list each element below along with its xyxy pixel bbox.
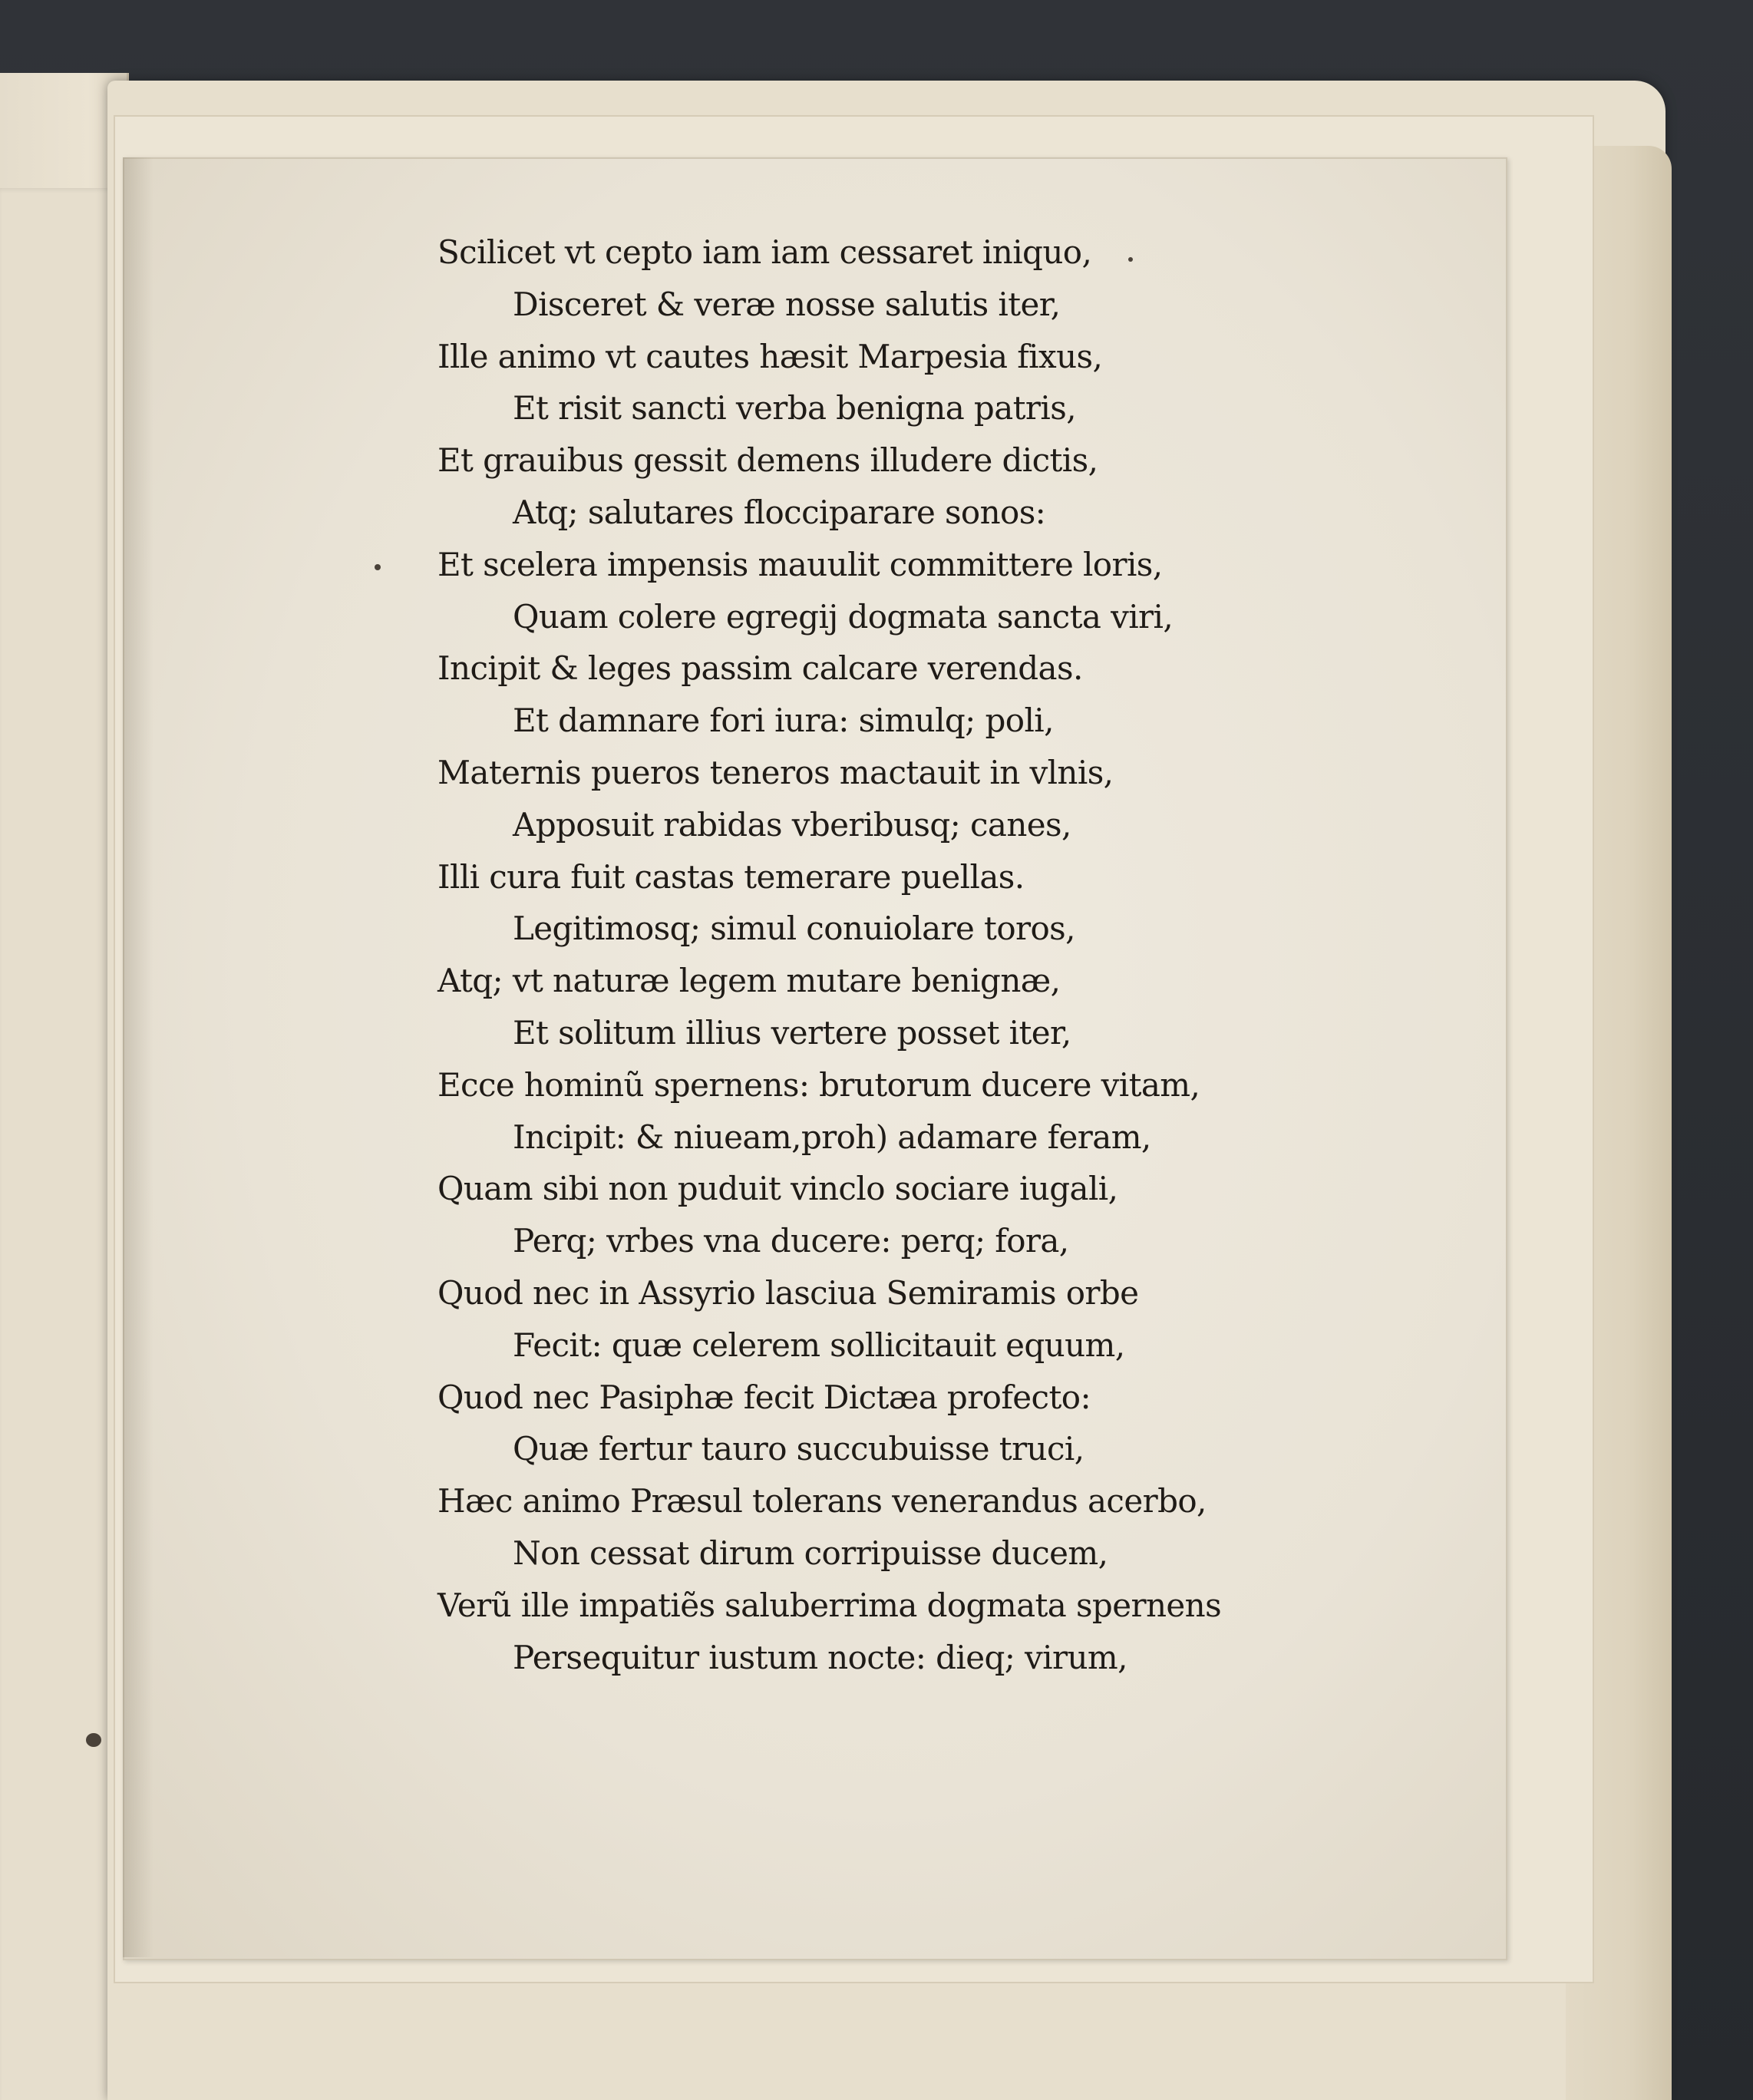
- verse-line: Et solitum illius vertere posset iter,: [513, 1013, 1071, 1052]
- verse-line: Quæ fertur tauro succubuisse truci,: [513, 1430, 1084, 1468]
- facing-page-mount: [0, 188, 115, 2100]
- verse-line: Hæc animo Præsul tolerans venerandus acerbo,: [437, 1482, 1207, 1521]
- verse-line: Fecit: quæ celerem sollicitauit equum,: [513, 1326, 1125, 1364]
- verse-line: Incipit & leges passim calcare verendas.: [437, 649, 1083, 688]
- verse-line: Et risit sancti verba benigna patris,: [513, 389, 1076, 428]
- ink-speck: [86, 1733, 101, 1747]
- verse-line: Scilicet vt cepto iam iam cessaret iniquo,: [437, 233, 1092, 271]
- verse-line: Illi cura fuit castas temerare puellas.: [437, 857, 1025, 896]
- verse-line: Maternis pueros teneros mactauit in vlnis,: [437, 753, 1114, 791]
- verse-line: Et damnare fori iura: simulq; poli,: [513, 702, 1054, 740]
- gutter-shadow: [123, 157, 154, 1957]
- verse-line: Ille animo vt cautes hæsit Marpesia fixus,: [437, 337, 1103, 375]
- poem-text: [437, 226, 1236, 1683]
- verse-line: Quod nec in Assyrio lasciua Semiramis orbe: [437, 1273, 1139, 1312]
- verse-line: Incipit: & niueam,proh) adamare feram,: [513, 1118, 1151, 1156]
- verse-line: Quam colere egregij dogmata sancta viri,: [513, 597, 1174, 636]
- verse-line: Disceret & veræ nosse salutis iter,: [513, 285, 1061, 323]
- verse-line: Atq; vt naturæ legem mutare benignæ,: [437, 962, 1061, 1000]
- verse-line: Atq; salutares flocciparare sonos:: [513, 493, 1046, 531]
- verse-line: Quod nec Pasiphæ fecit Dictæa profecto:: [437, 1378, 1091, 1416]
- verse-line: Verũ ille impatiẽs saluberrima dogmata spernens: [437, 1586, 1222, 1624]
- verse-line: Ecce hominũ spernens: brutorum ducere vitam,: [437, 1065, 1200, 1104]
- verse-line: Quam sibi non puduit vinclo sociare iugali,: [437, 1170, 1118, 1208]
- verse-line: Perq; vrbes vna ducere: perq; fora,: [513, 1222, 1069, 1260]
- verse-line: Persequitur iustum nocte: dieq; virum,: [513, 1638, 1127, 1676]
- ink-speck: [375, 564, 381, 570]
- verse-line: Apposuit rabidas vberibusq; canes,: [513, 805, 1071, 844]
- verse-line: Legitimosq; simul conuiolare toros,: [513, 910, 1075, 948]
- verse-line: Et scelera impensis mauulit committere loris,: [437, 545, 1163, 583]
- verse-line: Et grauibus gessit demens illudere dictis,: [437, 441, 1098, 480]
- verse-line: Non cessat dirum corripuisse ducem,: [513, 1534, 1108, 1572]
